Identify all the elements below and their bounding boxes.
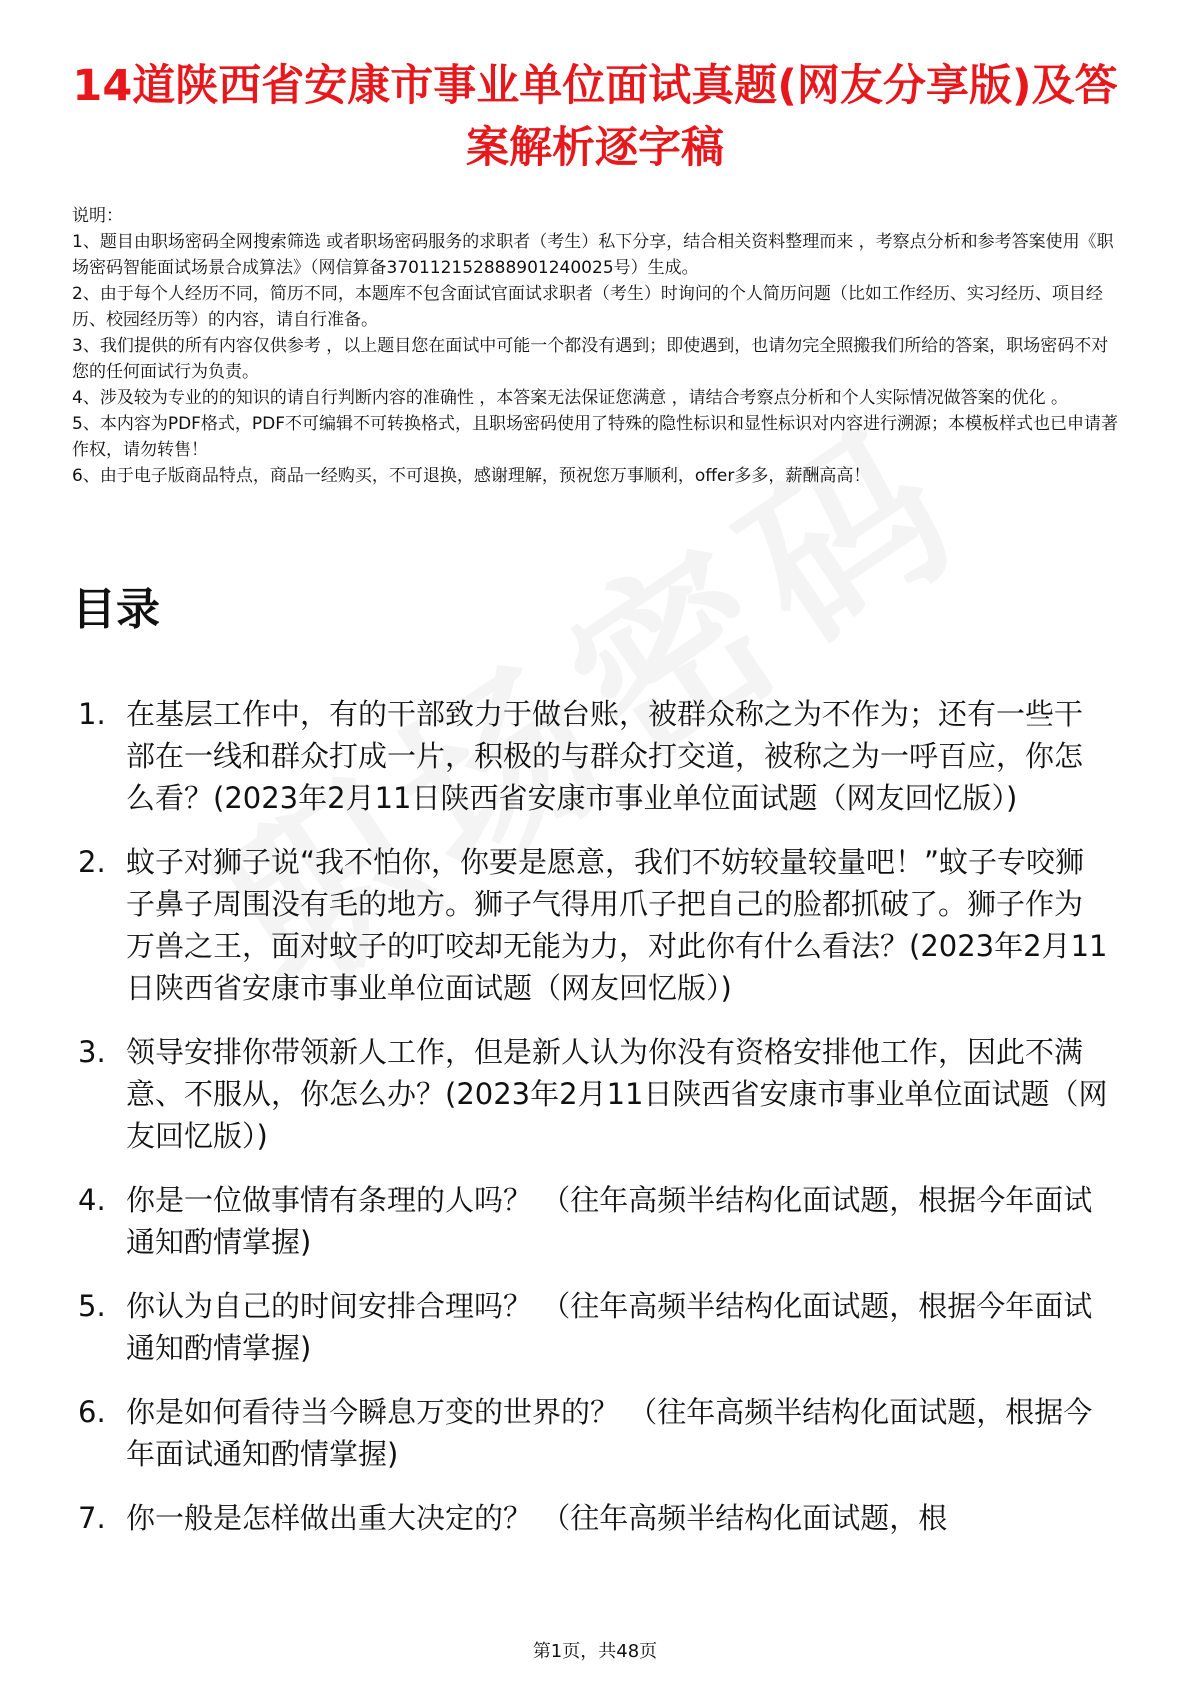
notes-heading: 说明： xyxy=(72,206,123,226)
toc-item-text: 在基层工作中，有的干部致力于做台账，被群众称之为不作为；还有一些干部在一线和群众打成一片，积极的与群众打交道，被称之为一呼百应，你怎么看？(2023年2月11日陕西省安康市事业单位面试题（网友回忆版）) xyxy=(126,697,1084,815)
note-item: 4、涉及较为专业的的知识的请自行判断内容的准确性 ，本答案无法保证您满意 ，请结合考察点分析和个人实际情况做答案的优化 。 xyxy=(72,388,1069,408)
toc-item-number: 6. xyxy=(78,1395,106,1429)
toc-item-text: 你是如何看待当今瞬息万变的世界的？ （往年高频半结构化面试题，根据今年面试通知酌情掌握) xyxy=(126,1395,1093,1471)
toc-item[interactable] xyxy=(78,1497,1108,1539)
toc-item-number: 7. xyxy=(78,1501,106,1535)
toc-item-number: 4. xyxy=(78,1183,106,1217)
toc-item-number: 3. xyxy=(78,1035,106,1069)
note-item: 3、我们提供的所有内容仅供参考 ，以上题目您在面试中可能一个都没有遇到；即使遇到，也请勿完全照搬我们所给的答案，职场密码不对您的任何面试行为负责。 xyxy=(72,336,1109,382)
toc-item-number: 1. xyxy=(78,697,106,731)
toc-item-text: 你是一位做事情有条理的人吗？ （往年高频半结构化面试题，根据今年面试通知酌情掌握) xyxy=(126,1183,1093,1259)
note-item: 5、本内容为PDF格式，PDF不可编辑不可转换格式，且职场密码使用了特殊的隐性标识和显性标识对内容进行溯源；本模板样式也已申请著作权，请勿转售！ xyxy=(72,414,1119,460)
toc-item[interactable] xyxy=(78,693,1108,819)
note-item: 6、由于电子版商品特点，商品一经购买，不可退换，感谢理解，预祝您万事顺利，offer多多，薪酬高高！ xyxy=(72,466,871,486)
document-title: 14道陕西省安康市事业单位面试真题(网友分享版)及答案解析逐字稿 xyxy=(72,61,1118,173)
toc-item-text: 你一般是怎样做出重大决定的？ （往年高频半结构化面试题，根 xyxy=(126,1501,948,1535)
toc-item-text: 你认为自己的时间安排合理吗？ （往年高频半结构化面试题，根据今年面试通知酌情掌握) xyxy=(126,1289,1093,1365)
toc-item-text: 领导安排你带领新人工作，但是新人认为你没有资格安排他工作，因此不满意、不服从，你怎么办？(2023年2月11日陕西省安康市事业单位面试题（网友回忆版）) xyxy=(126,1035,1108,1153)
toc-item[interactable] xyxy=(78,841,1108,1009)
note-item: 2、由于每个人经历不同，简历不同，本题库不包含面试官面试求职者（考生）时询问的个人简历问题（比如工作经历、实习经历、项目经历、校园经历等）的内容，请自行准备。 xyxy=(72,284,1103,330)
toc-item-number: 5. xyxy=(78,1289,106,1323)
toc-item-text: 蚊子对狮子说“我不怕你，你要是愿意，我们不妨较量较量吧！”蚊子专咬狮子鼻子周围没有毛的地方。狮子气得用爪子把自己的脸都抓破了。狮子作为万兽之王，面对蚊子的叮咬却无能为力，对此你有什么看法？(2023年2月11日陕西省安康市事业单位面试题（网友回忆版）) xyxy=(126,845,1108,1005)
table-of-contents xyxy=(78,693,1108,1561)
note-item: 1、题目由职场密码全网搜索筛选 或者职场密码服务的求职者（考生）私下分享，结合相关资料整理而来 ，考察点分析和参考答案使用《职场密码智能面试场景合成算法》（网信算备370112152888901240025号）生成。 xyxy=(72,232,1114,278)
toc-item[interactable] xyxy=(78,1031,1108,1157)
notes-section xyxy=(72,203,1122,489)
toc-item[interactable] xyxy=(78,1391,1108,1475)
toc-item[interactable] xyxy=(78,1285,1108,1369)
toc-heading: 目录 xyxy=(72,584,160,635)
toc-item[interactable] xyxy=(78,1179,1108,1263)
page-footer: 第1页，共48页 xyxy=(532,1641,658,1662)
toc-item-number: 2. xyxy=(78,845,106,879)
